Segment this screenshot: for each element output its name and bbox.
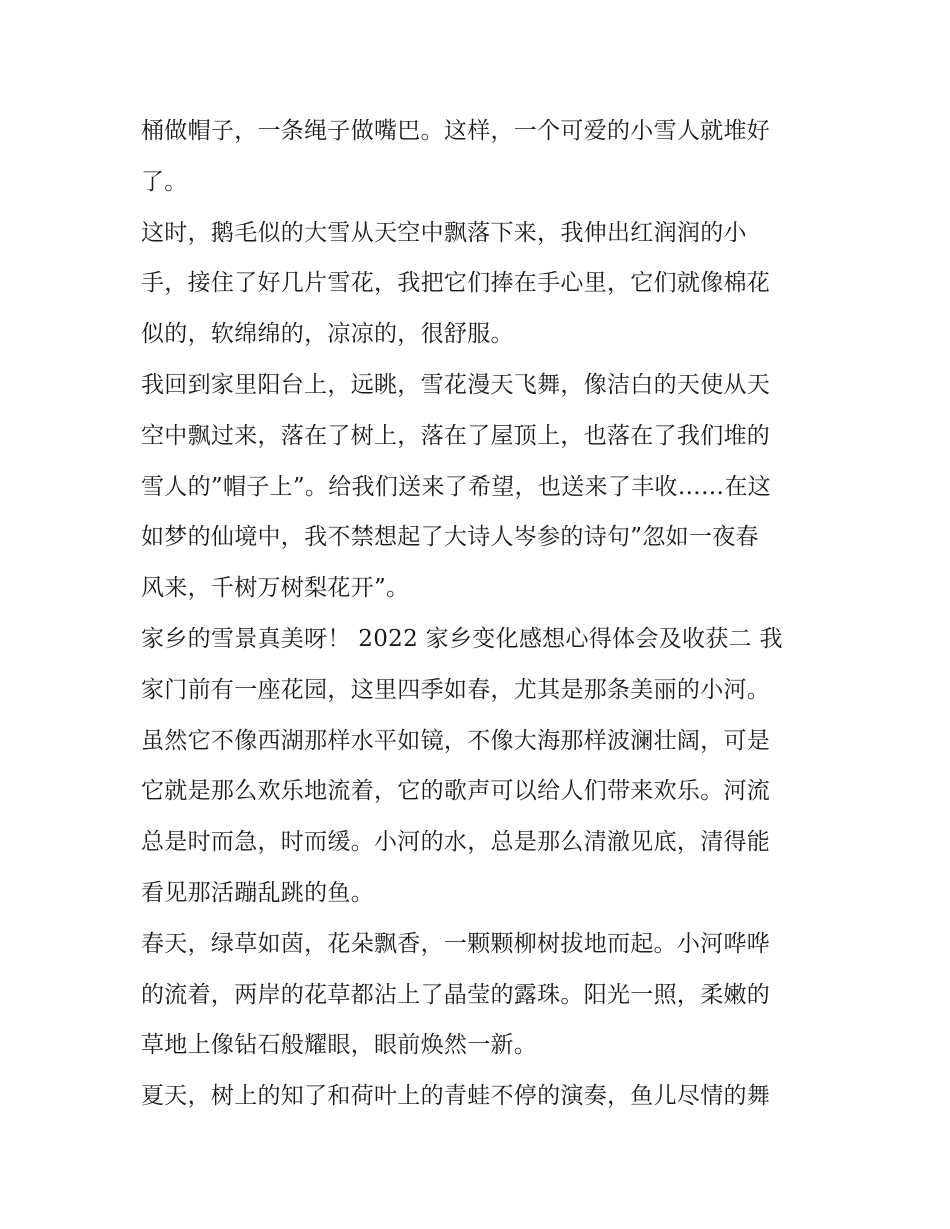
text-line: 如梦的仙境中，我不禁想起了大诗人岑参的诗句”忽如一夜春 xyxy=(141,524,759,551)
text-line: 家乡的雪景真美呀！ 2022 家乡变化感想心得体会及收获二 我 xyxy=(141,625,783,652)
text-line: 空中飘过来，落在了树上，落在了屋顶上，也落在了我们堆的 xyxy=(141,422,771,449)
text-line: 的流着，两岸的花草都沾上了晶莹的露珠。阳光一照，柔嫩的 xyxy=(141,981,771,1008)
text-line: 我回到家里阳台上，远眺，雪花漫天飞舞，像洁白的天使从天 xyxy=(141,371,771,398)
text-line: 它就是那么欢乐地流着，它的歌声可以给人们带来欢乐。河流 xyxy=(141,778,771,805)
text-line: 似的，软绵绵的，凉凉的，很舒服。 xyxy=(141,321,514,348)
text-line: 雪人的”帽子上”。给我们送来了希望，也送来了丰收……在这 xyxy=(141,473,771,500)
text-line: 家门前有一座花园，这里四季如春，尤其是那条美丽的小河。 xyxy=(141,676,771,703)
text-line: 风来，千树万树梨花开”。 xyxy=(141,575,410,602)
text-line: 这时，鹅毛似的大雪从天空中飘落下来，我伸出红润润的小 xyxy=(141,219,747,246)
document-body xyxy=(141,106,813,1122)
text-line: 了。 xyxy=(141,168,188,195)
text-line: 草地上像钻石般耀眼，眼前焕然一新。 xyxy=(141,1032,538,1059)
text-line: 桶做帽子，一条绳子做嘴巴。这样，一个可爱的小雪人就堆好 xyxy=(141,118,771,144)
text-line: 夏天，树上的知了和荷叶上的青蛙不停的演奏，鱼儿尽情的舞 xyxy=(141,1083,771,1110)
text-line: 看见那活蹦乱跳的鱼。 xyxy=(141,879,374,906)
text-line: 手，接住了好几片雪花，我把它们捧在手心里，它们就像棉花 xyxy=(141,270,771,297)
text-line: 总是时而急，时而缓。小河的水，总是那么清澈见底，清得能 xyxy=(141,829,771,856)
text-line: 春天，绿草如茵，花朵飘香，一颗颗柳树拔地而起。小河哗哗 xyxy=(141,930,771,957)
text-line: 虽然它不像西湖那样水平如镜，不像大海那样波澜壮阔，可是 xyxy=(141,727,771,754)
